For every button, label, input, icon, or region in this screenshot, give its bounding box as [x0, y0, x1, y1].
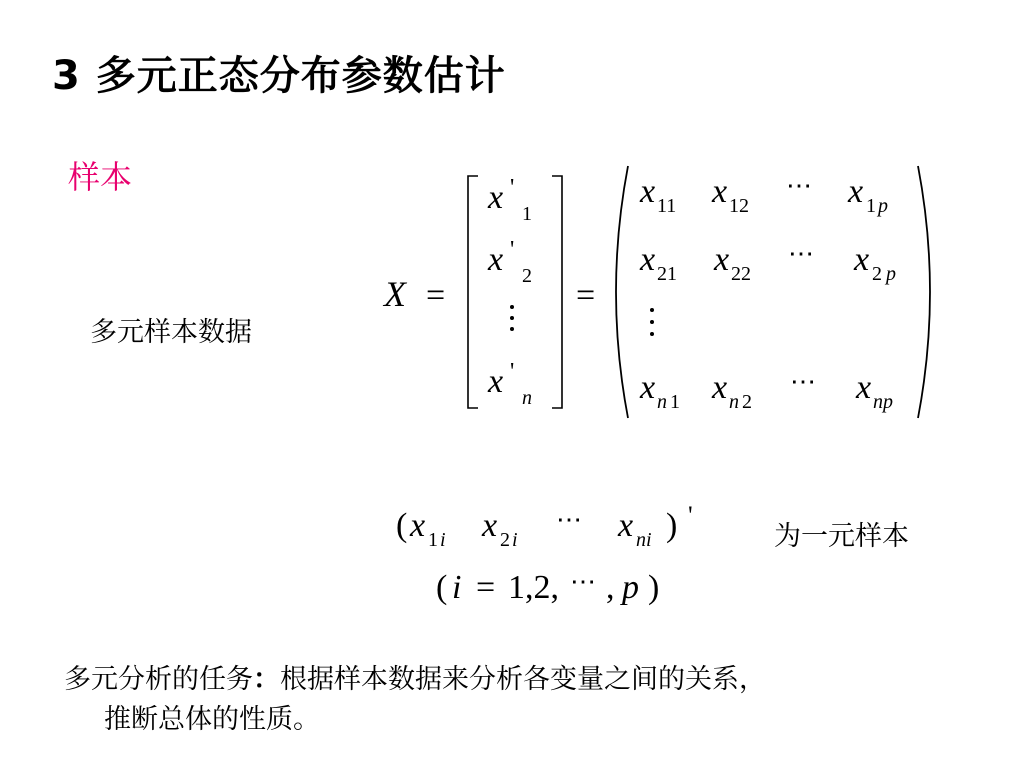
- svg-text:p: p: [622, 569, 639, 606]
- svg-text:ni: ni: [636, 529, 652, 551]
- svg-text:⋯: ⋯: [556, 505, 582, 534]
- svg-text:p: p: [886, 263, 896, 285]
- left-bracket-close: [552, 176, 562, 408]
- left-bracket-open: [468, 176, 478, 408]
- svg-text:x: x: [712, 173, 728, 210]
- svg-text:i: i: [440, 529, 446, 551]
- vertical-ellipsis-1: [510, 305, 514, 331]
- svg-text:1,2,: 1,2,: [508, 569, 559, 606]
- svg-text:x: x: [640, 241, 656, 278]
- svg-text:x: x: [714, 241, 730, 278]
- svg-text:,: ,: [606, 569, 615, 606]
- matrix-row-1: [639, 171, 888, 217]
- svg-text:n: n: [657, 391, 667, 413]
- row-vector-2: [487, 237, 532, 287]
- matrix-row-2: [639, 239, 896, 285]
- page-title: 3 多元正态分布参数估计: [52, 53, 506, 99]
- svg-text:2: 2: [522, 265, 532, 287]
- section-heading: 样本: [68, 158, 133, 196]
- svg-text:22: 22: [731, 263, 751, 285]
- equals-sign-2: =: [576, 277, 596, 314]
- svg-text:x: x: [488, 241, 504, 278]
- svg-text:1: 1: [866, 195, 876, 217]
- svg-text:x: x: [410, 507, 426, 544]
- svg-text:x: x: [488, 179, 504, 216]
- svg-text:): ): [648, 569, 660, 606]
- task-line-1: 根据样本数据来分析各变量之间的关系，: [280, 664, 766, 695]
- task-line-2: 推断总体的性质。: [104, 704, 320, 735]
- svg-text:11: 11: [657, 195, 677, 217]
- univariate-vector: [396, 501, 693, 551]
- univariate-caption: 为一元样本: [774, 521, 909, 552]
- svg-text:=: =: [476, 569, 496, 606]
- svg-text:': ': [510, 359, 515, 385]
- right-paren: [918, 166, 930, 418]
- task-statement: [64, 660, 766, 740]
- svg-text:(: (: [436, 569, 448, 606]
- svg-text:i: i: [452, 569, 462, 606]
- svg-text:': ': [688, 501, 693, 530]
- svg-text:1: 1: [428, 529, 438, 551]
- index-range: [436, 567, 659, 606]
- svg-text:n: n: [729, 391, 739, 413]
- svg-text:x: x: [712, 369, 728, 406]
- task-colon: ：: [253, 664, 280, 695]
- svg-text:np: np: [873, 391, 893, 413]
- svg-text:⋯: ⋯: [790, 367, 816, 396]
- left-paren: [616, 166, 628, 418]
- svg-text:⋯: ⋯: [570, 567, 596, 596]
- svg-text:p: p: [878, 195, 888, 217]
- svg-text:2: 2: [742, 391, 752, 413]
- svg-text:2: 2: [500, 529, 510, 551]
- svg-text:(: (: [396, 507, 408, 544]
- row-vector-n: [487, 359, 532, 409]
- sample-data-caption: 多元样本数据: [90, 317, 252, 348]
- svg-text:x: x: [854, 241, 870, 278]
- row-vector-1: [487, 175, 532, 225]
- svg-text:': ': [510, 237, 515, 263]
- svg-text:x: x: [618, 507, 634, 544]
- svg-text:21: 21: [657, 263, 677, 285]
- task-label: 多元分析的任务: [64, 664, 253, 695]
- svg-text:x: x: [848, 173, 864, 210]
- svg-text:x: x: [640, 369, 656, 406]
- svg-text:1: 1: [670, 391, 680, 413]
- svg-text:': ': [510, 175, 515, 201]
- equals-sign: =: [426, 277, 446, 314]
- svg-text:x: x: [488, 363, 504, 400]
- svg-text:⋯: ⋯: [788, 239, 814, 268]
- vertical-ellipsis-2: [650, 308, 654, 336]
- svg-text:x: x: [856, 369, 872, 406]
- matrix-row-n: [639, 367, 893, 413]
- svg-text:x: x: [482, 507, 498, 544]
- svg-text:⋯: ⋯: [786, 171, 812, 200]
- svg-text:x: x: [640, 173, 656, 210]
- svg-text:12: 12: [729, 195, 749, 217]
- svg-text:i: i: [512, 529, 518, 551]
- svg-text:n: n: [522, 387, 532, 409]
- svg-text:): ): [666, 507, 678, 544]
- svg-text:1: 1: [522, 203, 532, 225]
- svg-text:2: 2: [872, 263, 882, 285]
- matrix-symbol-x: X: [384, 274, 406, 314]
